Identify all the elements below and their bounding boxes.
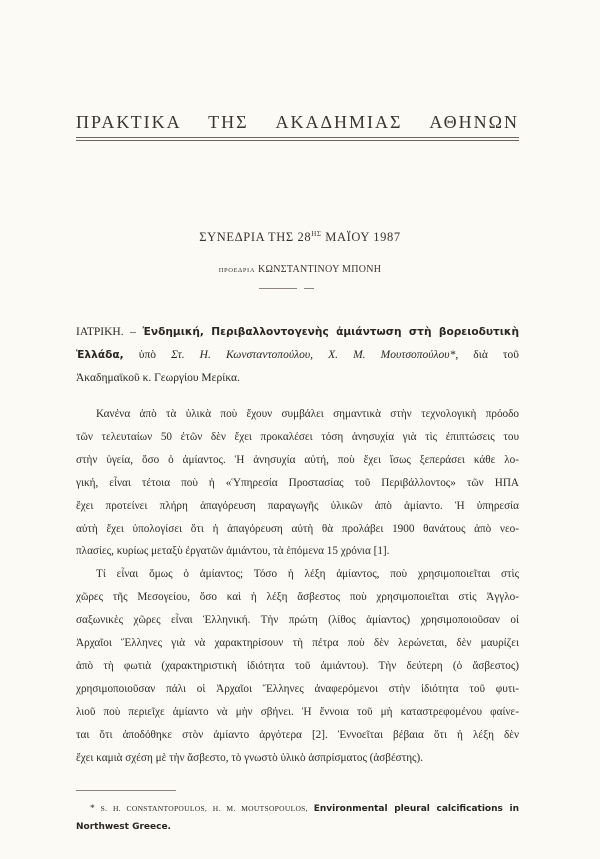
article-heading-line-2 — [76, 344, 519, 367]
body-line: ἀπὸ τὴ φωτιὰ (χαρακτηριστικὴ ἰδιότητα τοῦ ἀμιάντου). Τὴν δεύτερη (ὁ ἄσβεστος) — [76, 659, 519, 672]
session-title-sup: ΗΣ — [311, 230, 322, 238]
article-by: ὑπὸ — [123, 349, 172, 361]
body-line: λιοῦ ποὺ περιεῖχε ἀμίαντο νὰ μὴν σβήνει. Ἡ ἔννοια τοῦ μὴ καταστρεφομένου φαίνε- — [76, 705, 519, 718]
body-line: πλασίες, κυρίως μεταξὺ ἐργατῶν ἀμιάντου, τὰ ἑπόμενα 15 χρόνια [1]. — [76, 545, 390, 558]
footnote-marker: * — [90, 804, 101, 814]
article-authors: Στ. Η. Κωνσταντοπούλου, Χ. Μ. Μουτσοπούλου*, — [171, 349, 459, 361]
footnote-line-1 — [76, 800, 519, 818]
body-line: σαξωνικὲς χῶρες εἶναι Ἑλληνική. Τὴν πρώτη (λίθος ἀμίαντος) χρησιμοποιοῦσαν οἱ — [76, 614, 519, 627]
footnote-rule — [76, 790, 176, 791]
body-line: αὐτὴ ἔχει ὑπολογίσει ὅτι ἡ ἀπαγόρευση αὐτὴ θὰ προλάβει 1900 θανάτους ἀπὸ νεο- — [76, 522, 519, 535]
header-rule-bottom — [76, 140, 519, 141]
body-line: τῶν τελευταίων 50 ἐτῶν δὲν ἔχει προκαλέσει τόση ἀνησυχία γιὰ τὶς ἐπιπτώσεις του — [76, 430, 519, 443]
presidency-line — [0, 264, 600, 275]
separator-rule-left — [259, 288, 297, 289]
session-title — [0, 230, 600, 245]
body-line: στὴν ὑγεία, ὅσο ὁ ἀμίαντος. Ἡ ἀνησυχία αὐτή, ποὺ ἔχει ἴσως ξεπεράσει κάθε λο- — [76, 453, 519, 466]
footnote-title-1: Environmental pleural calcifications in — [313, 804, 519, 814]
article-title-part-1: Ἐνδημική, Περιβαλλοντογενὴς ἀμιάντωση στὴ βορειοδυτικὴ — [142, 326, 519, 338]
article-presenter: Ἀκαδημαϊκοῦ κ. Γεωργίου Μερίκα. — [76, 372, 240, 384]
header-rule-top — [76, 137, 519, 138]
footnote-line-2 — [76, 818, 519, 836]
article-heading-line-1 — [76, 321, 519, 344]
footnote-authors: S. H. CONSTANTOPOULOS, H. M. MOUTSOPOULOS, — [100, 804, 308, 813]
body-line: ται ὅτι ἀποδόθηκε στὸν ἀμίαντο ἀργότερα [2]. Ἐννοεῖται βέβαια ὅτι ἡ λέξη δὲν — [76, 728, 519, 741]
article-section-label: ΙΑΤΡΙΚΗ. – — [76, 326, 143, 338]
body-line: ἔχει προτείνει πλήρη ἀπαγόρευση παραγωγῆς ὑλικῶν ἀπὸ ἀμίαντο. Ἡ ὑπηρεσία — [76, 499, 519, 512]
body-line: γική, εἶναι τέτοια ποὺ ἡ «Ὑπηρεσία Προστασίας τοῦ Περιβάλλοντος» τῶν ΗΠΑ — [76, 476, 519, 489]
article-heading — [76, 321, 519, 390]
presidency-name: ΚΩΝΣΤΑΝΤΙΝΟΥ ΜΠΟΝΗ — [257, 264, 382, 275]
article-via: διὰ τοῦ — [458, 349, 520, 361]
separator-rule-right — [304, 288, 314, 289]
body-text — [76, 403, 519, 770]
body-line: Κανένα ἀπὸ τὰ ὑλικὰ ποὺ ἔχουν συμβάλει σημαντικὰ στὴν τεχνολογικὴ πρόοδο — [96, 408, 519, 420]
body-line: ἔχει καμιὰ σχέση μὲ τὴν ἄσβεστο, τὸ γνωστὸ ὑλικὸ ἀσπρίσματος (ἀσβέστης). — [76, 751, 424, 764]
footnote-title-2: Northwest Greece. — [76, 822, 171, 832]
body-line: χῶρες τῆς Μεσογείου, ὅσο καὶ ἡ λέξη ἄσβεστος ποὺ χρησιμοποιεῖται στὶς Ἀγγλο- — [76, 591, 519, 604]
footnote — [76, 800, 519, 836]
body-line: Τί εἶναι ὅμως ὁ ἀμίαντος; Τόσο ἡ λέξη ἀμίαντος, ποὺ χρησιμοποιεῖται στὶς — [96, 568, 519, 581]
body-line: χρησιμοποιοῦσαν πάλι οἱ Ἀρχαῖοι Ἕλληνες ἀναφερόμενοι στὴν ἰδιότητα τοῦ φυτι- — [76, 682, 519, 695]
session-title-prefix: ΣΥΝΕΔΡΙΑ ΤΗΣ 28 — [199, 230, 312, 245]
article-title-part-2: Ἑλλάδα, — [76, 349, 124, 361]
presidency-label: ΠΡΟΕΔΡΙΑ — [218, 267, 256, 274]
body-line: Ἀρχαῖοι Ἕλληνες γιὰ νὰ χαρακτηρίσουν τὴ πέτρα ποὺ δὲν λερώνεται, δὲν μαυρίζει — [76, 637, 519, 650]
session-title-suffix: ΜΑΪΟΥ 1987 — [321, 230, 401, 245]
journal-title: ΠΡΑΚΤΙΚΑ ΤΗΣ ΑΚΑΔΗΜΙΑΣ ΑΘΗΝΩΝ — [76, 112, 519, 132]
